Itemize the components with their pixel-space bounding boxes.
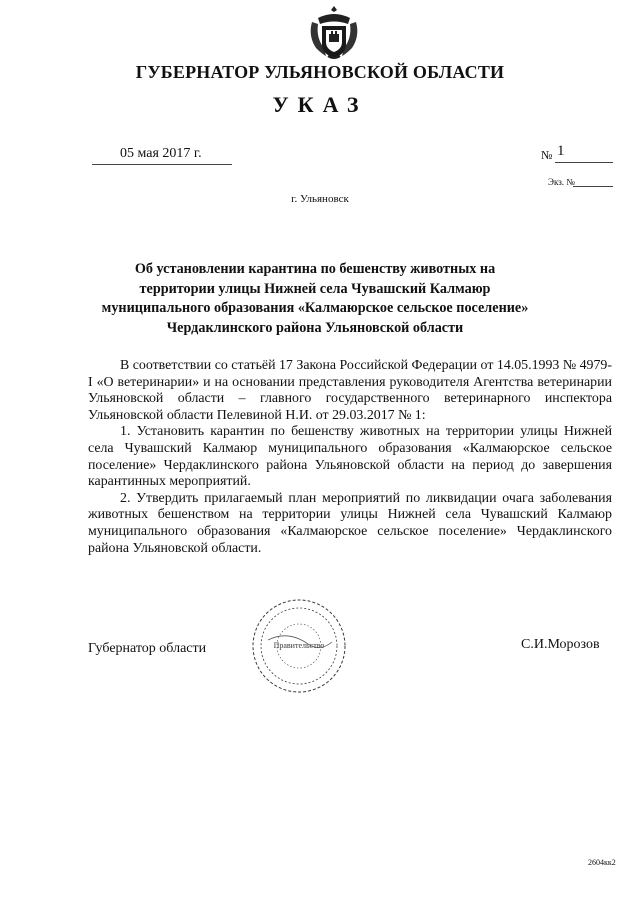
document-number: 1 <box>557 143 565 159</box>
document-body <box>88 358 612 557</box>
paragraph-item-2: 2. Утвердить прилагаемый план мероприятий по ликвидации очага заболевания животных бешенством на территории улицы Нижней села Чувашский Калмаюр муниципального образования «Калмаюрское сельское поселение» Чердаклинского района Ульяновской области. <box>88 490 612 556</box>
city: г. Ульяновск <box>291 193 349 205</box>
paragraph-item-1: 1. Установить карантин по бешенству животных на территории улицы Нижней села Чувашский Калмаюр муниципального образования «Калмаюрское сельское поселение» Чердаклинского района Ульяновской области на период до завершения карантинных мероприятий. <box>88 424 612 490</box>
issuer-title: ГУБЕРНАТОР УЛЬЯНОВСКОЙ ОБЛАСТИ <box>135 62 505 82</box>
number-label: № <box>541 148 553 162</box>
coat-of-arms-icon <box>308 4 360 62</box>
document-code: 2604кк2 <box>588 858 616 867</box>
stamp-text: Правительство <box>273 641 325 650</box>
document-title: Об установлении карантина по бешенству животных на территории улицы Нижней села Чувашский Калмаюр муниципального образования «Калмаюрское сельское поселение» Чердаклинского района Ульяновской области <box>101 261 529 336</box>
signatory-name: С.И.Морозов <box>521 637 600 652</box>
number-underline <box>555 162 613 163</box>
signatory-position: Губернатор области <box>88 641 207 656</box>
paragraph-preamble: В соответствии со статьёй 17 Закона Российской Федерации от 14.05.1993 № 4979-I «О ветеринарии» и на основании представления руководителя Агентства ветеринарии Ульяновской области – главного государственного ветеринарного инспектора Ульяновской области Пелевиной Н.И. от 29.03.2017 № 1: <box>88 358 612 423</box>
document-date: 05 мая 2017 г. <box>120 146 202 161</box>
copy-number-label: Экз. № <box>548 177 575 187</box>
date-underline <box>92 164 232 165</box>
document-type: УКАЗ <box>272 92 368 117</box>
copy-number-underline <box>573 186 613 187</box>
official-stamp <box>248 596 350 696</box>
